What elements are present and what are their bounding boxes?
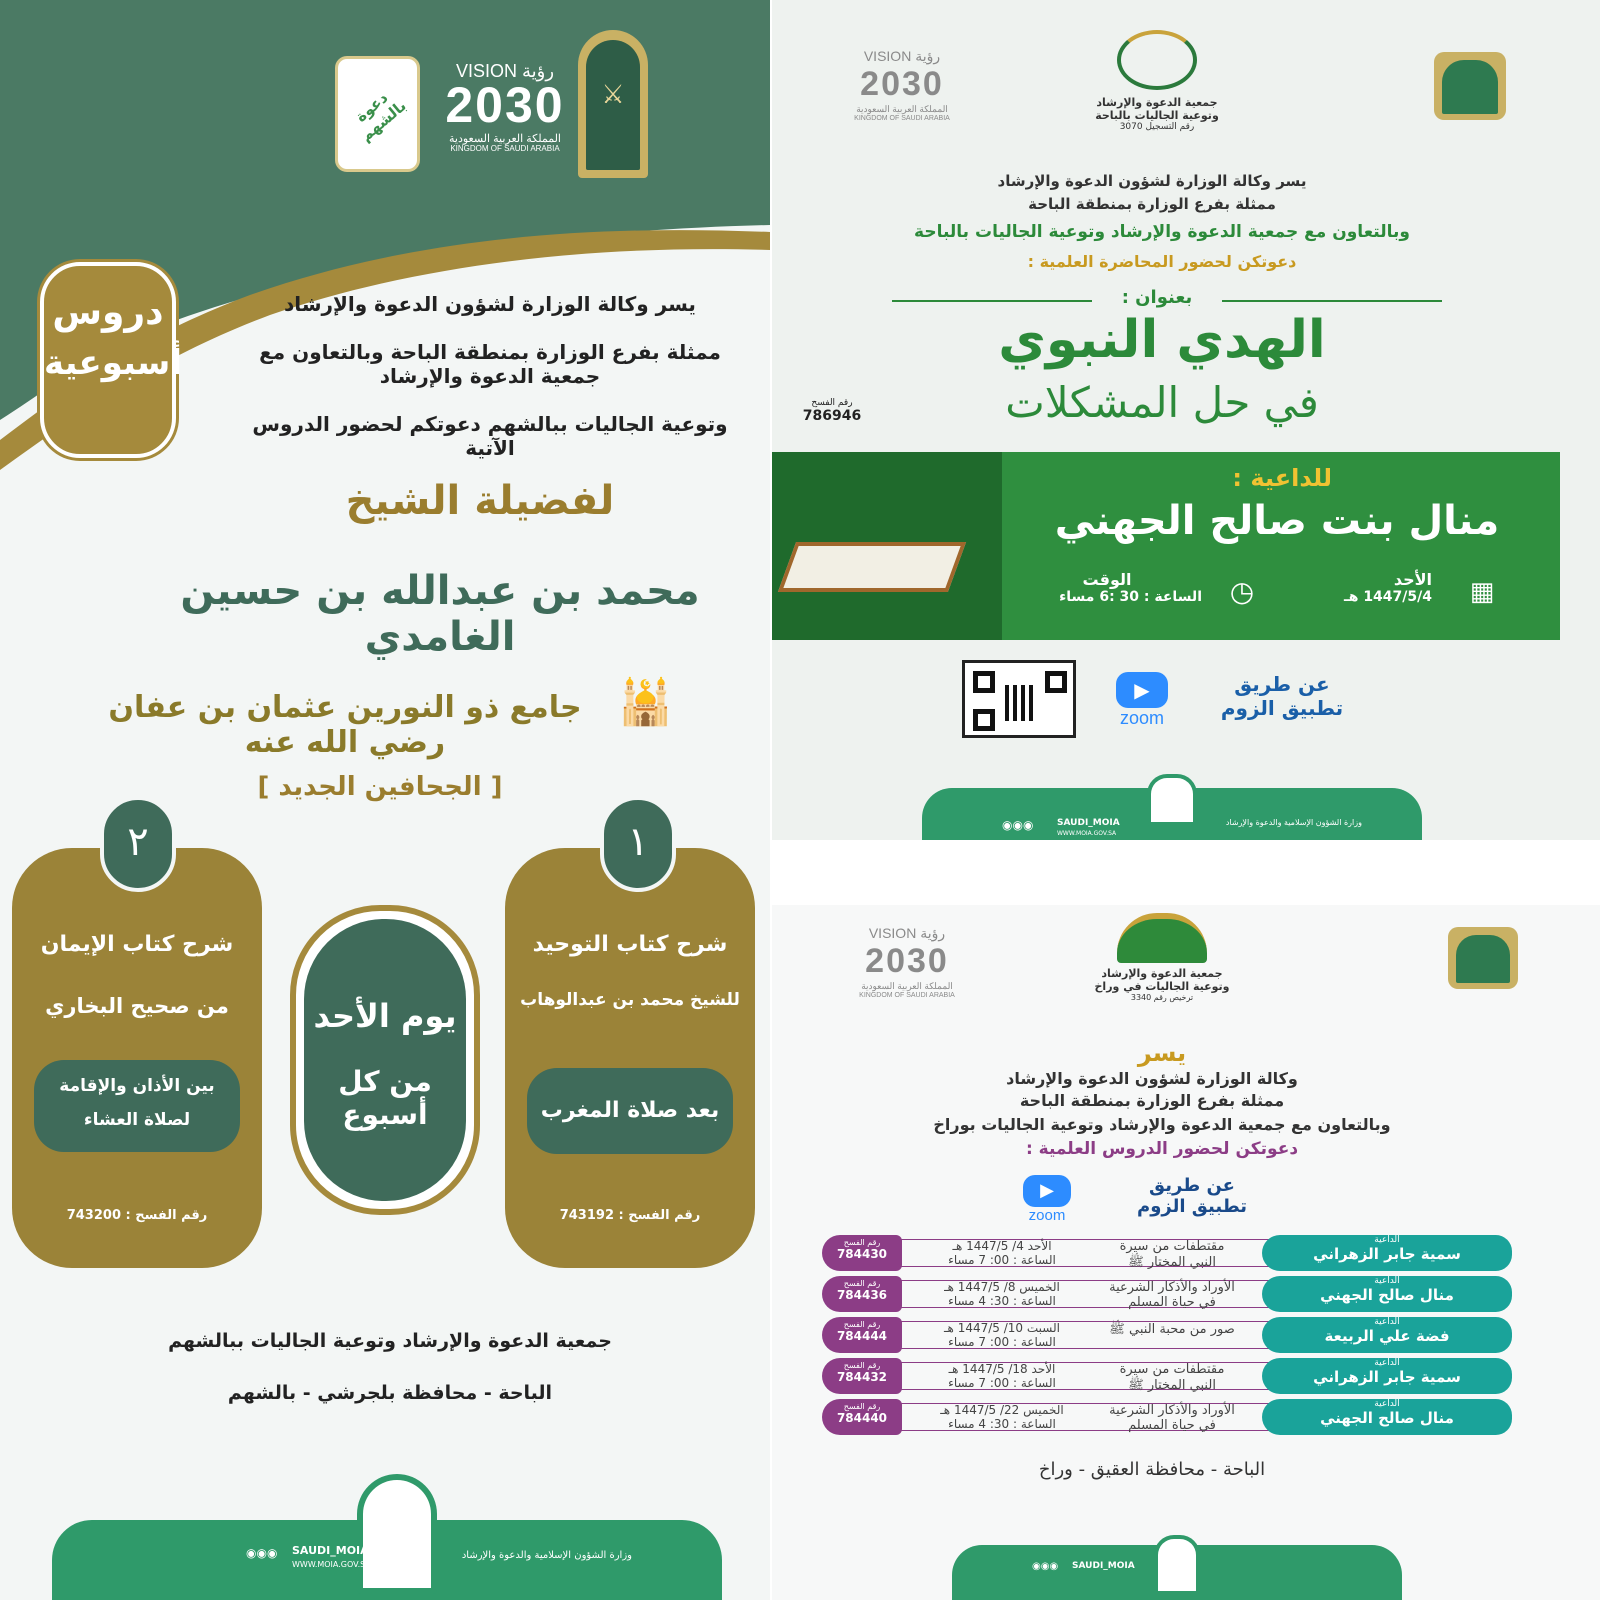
speaker-name: الداعية فضة علي الربيعة	[1262, 1317, 1512, 1353]
social-icons: ◉◉◉	[1002, 818, 1034, 832]
permit-code: رقم الفسح 786946	[802, 398, 862, 424]
invitation-text: يسر وكالة الوزارة لشؤون الدعوة والإرشاد ممثلة بفرع الوزارة بمنطقة الباحة وبالتعاون مع جمعية الدعوة والإرشاد وتوعية الجاليات ببالشهم دعوتكم لحضور الدروس الآتية	[252, 292, 728, 460]
permit-code: رقم الفسح 784436	[822, 1276, 902, 1312]
quran-stand-image	[778, 542, 966, 592]
frequency-label: من كل أسبوع	[338, 1065, 432, 1131]
zoom-logo: ▶ zoom	[1012, 1175, 1082, 1224]
schedule-row	[822, 1276, 1512, 1312]
zoom-instructions: عن طريق تطبيق الزوم	[1220, 672, 1344, 720]
lesson-date: السبت 10/ 1447/5 هـ الساعة : 00: 7 مساء	[944, 1321, 1060, 1349]
speaker-name: الداعية سمية جابر الزهراني	[1262, 1235, 1512, 1271]
lesson-topic: مقتطفات من سيرة النبي المختار ﷺ	[1119, 1239, 1225, 1270]
footer-banner: ◉◉◉ SAUDI_MOIA WWW.MOIA.GOV.SA وزارة الشؤون الإسلامية والدعوة والإرشاد	[922, 788, 1422, 840]
lecture-title-2: في حل المشكلات	[1005, 378, 1319, 427]
clock-icon: ◷	[1229, 575, 1255, 608]
qr-code[interactable]	[962, 660, 1076, 738]
social-icons: ◉◉◉	[246, 1546, 278, 1560]
lesson-2-code: رقم الفسح : 743200	[66, 1208, 208, 1223]
yusr-label: يسر	[1137, 1039, 1187, 1067]
lesson-topic: مقتطفات من سيرة النبي المختار ﷺ	[1119, 1362, 1225, 1393]
dawah-logo: دعوة بالشهم	[335, 56, 420, 172]
intro-line-4: دعوتكن لحضور المحاضرة العلمية :	[1027, 252, 1297, 271]
lesson-topic: الأوراد والأذكار الشرعية في حياة المسلم	[1109, 1280, 1235, 1310]
intro-line-2: ممثلة بفرع الوزارة بمنطقة الباحة	[1028, 195, 1276, 213]
lesson-date: الأحد 18/ 1447/5 هـ الساعة : 00: 7 مساء	[948, 1362, 1056, 1390]
footer-banner: ◉◉◉ SAUDI_MOIA	[952, 1545, 1402, 1600]
speaker-name: الداعية منال صالح الجهني	[1262, 1399, 1512, 1435]
lecture-title-1: الهدي النبوي	[998, 310, 1326, 370]
footer-banner: SAUDI_MOIA WWW.MOIA.GOV.SA ◉◉◉ وزارة الشؤون الإسلامية والدعوة والإرشاد	[52, 1520, 722, 1600]
mosque-icon: 🕌	[618, 677, 673, 728]
time-block: الوقت الساعة : 30 :6 مساء	[1059, 570, 1202, 605]
lesson-topic: الأوراد والأذكار الشرعية في حياة المسلم	[1109, 1403, 1235, 1433]
schedule-row	[822, 1358, 1512, 1394]
mosque-name: جامع ذو النورين عثمان بن عفان رضي الله عنه	[108, 690, 582, 760]
lesson-1-time: بعد صلاة المغرب	[527, 1068, 733, 1154]
ministry-emblem	[1154, 1535, 1200, 1595]
intro-line-1: وكالة الوزارة لشؤون الدعوة والإرشاد	[1006, 1069, 1298, 1088]
social-icons: ◉◉◉	[1032, 1561, 1059, 1572]
ministry-logo	[1434, 52, 1506, 120]
sheikh-title: لفضيلة الشيخ	[345, 478, 615, 524]
lesson-1-author: للشيخ محمد بن عبدالوهاب	[520, 990, 740, 1010]
weekly-badge: دروس أسبوعية	[40, 262, 176, 458]
schedule-row	[822, 1399, 1512, 1435]
zoom-instructions: عن طريق تطبيق الزوم	[1137, 1175, 1247, 1217]
lesson-date: الخميس 22/ 1447/5 هـ الساعة : 30: 4 مساء	[940, 1403, 1064, 1431]
speaker-name: منال بنت صالح الجهني	[1054, 498, 1500, 544]
weekly-lessons-poster	[0, 0, 770, 1600]
lesson-card-2	[12, 819, 262, 1268]
date-block: الأحد 1447/5/4 هـ	[1343, 570, 1432, 605]
intro-line-3: وبالتعاون مع جمعية الدعوة والإرشاد وتوعية الجاليات بوراخ	[933, 1115, 1391, 1134]
lesson-number-1: ١	[600, 796, 676, 892]
lesson-2-title: شرح كتاب الإيمان	[40, 932, 234, 957]
permit-code: رقم الفسح 784444	[822, 1317, 902, 1353]
intro-line-2: ممثلة بفرع الوزارة بمنطقة الباحة	[1019, 1091, 1285, 1110]
district: [ الجحافين الجديد ]	[257, 772, 503, 802]
lesson-2-time: بين الأذان والإقامة لصلاة العشاء	[34, 1060, 240, 1152]
vision-2030-logo: VISION رؤية 2030 المملكة العربية السعودية KINGDOM OF SAUDI ARABIA	[445, 61, 565, 153]
intro-line-4: دعوتكن لحضور الدروس العلمية :	[1025, 1139, 1299, 1159]
lesson-1-title: شرح كتاب التوحيد	[532, 932, 728, 957]
lesson-topic: صور من محبة النبي ﷺ	[1109, 1322, 1235, 1337]
subject-label: بعنوان :	[1092, 287, 1222, 308]
permit-code: رقم الفسح 784430	[822, 1235, 902, 1271]
intro-line-3: وبالتعاون مع جمعية الدعوة والإرشاد وتوعية الجاليات بالباحة	[914, 222, 1410, 242]
places-line: الباحة - محافظة العقيق - وراخ	[1038, 1459, 1266, 1480]
ministry-logo	[1448, 927, 1518, 989]
lesson-1-code: رقم الفسح : 743192	[559, 1208, 701, 1223]
lesson-date: الأحد 4/ 1447/5 هـ الساعة : 00: 7 مساء	[948, 1239, 1056, 1267]
ministry-emblem	[357, 1474, 437, 1594]
sheikh-name: محمد بن عبدالله بن حسين الغامدي	[180, 568, 700, 660]
intro-line-1: يسر وكالة الوزارة لشؤون الدعوة والإرشاد	[997, 172, 1307, 190]
vision-2030-logo: VISION رؤية 2030 المملكة العربية السعودية KINGDOM OF SAUDI ARABIA	[854, 48, 950, 122]
footer-org: جمعية الدعوة والإرشاد وتوعية الجاليات ببالشهم	[168, 1330, 612, 1352]
schedule-row	[822, 1317, 1512, 1353]
speaker-label: للداعية :	[1232, 464, 1332, 492]
footer-places: الباحة - محافظة بلجرشي - بالشهم	[227, 1382, 553, 1404]
ministry-logo: ⚔	[578, 30, 648, 178]
day-label: يوم الأحد	[313, 997, 457, 1035]
permit-code: رقم الفسح 784432	[822, 1358, 902, 1394]
schedule-row	[822, 1235, 1512, 1271]
association-logo: جمعية الدعوة والإرشاد وتوعية الجاليات بالباحة رقم التسجيل 3070	[1082, 30, 1232, 132]
lesson-card-1	[505, 819, 755, 1268]
calendar-icon: ▦	[1469, 577, 1495, 607]
vision-2030-logo: VISION رؤية 2030 المملكة العربية السعودية KINGDOM OF SAUDI ARABIA	[859, 925, 955, 999]
lecture-poster	[772, 0, 1600, 840]
permit-code: رقم الفسح 784440	[822, 1399, 902, 1435]
association-logo: جمعية الدعوة والإرشاد وتوعية الجاليات في وراخ ترخيص رقم 3340	[1082, 913, 1242, 1002]
speaker-name: الداعية منال صالح الجهني	[1262, 1276, 1512, 1312]
ministry-emblem	[1147, 774, 1197, 826]
lesson-2-source: من صحيح البخاري	[45, 994, 229, 1018]
lesson-date: الخميس 8/ 1447/5 هـ الساعة : 30: 4 مساء	[944, 1280, 1060, 1308]
lessons-schedule-poster	[772, 905, 1600, 1600]
lesson-number-2: ٢	[100, 796, 176, 892]
day-card	[290, 905, 480, 1215]
speaker-name: الداعية سمية جابر الزهراني	[1262, 1358, 1512, 1394]
zoom-logo: ▶ zoom	[1102, 672, 1182, 729]
speaker-band	[772, 452, 1560, 640]
